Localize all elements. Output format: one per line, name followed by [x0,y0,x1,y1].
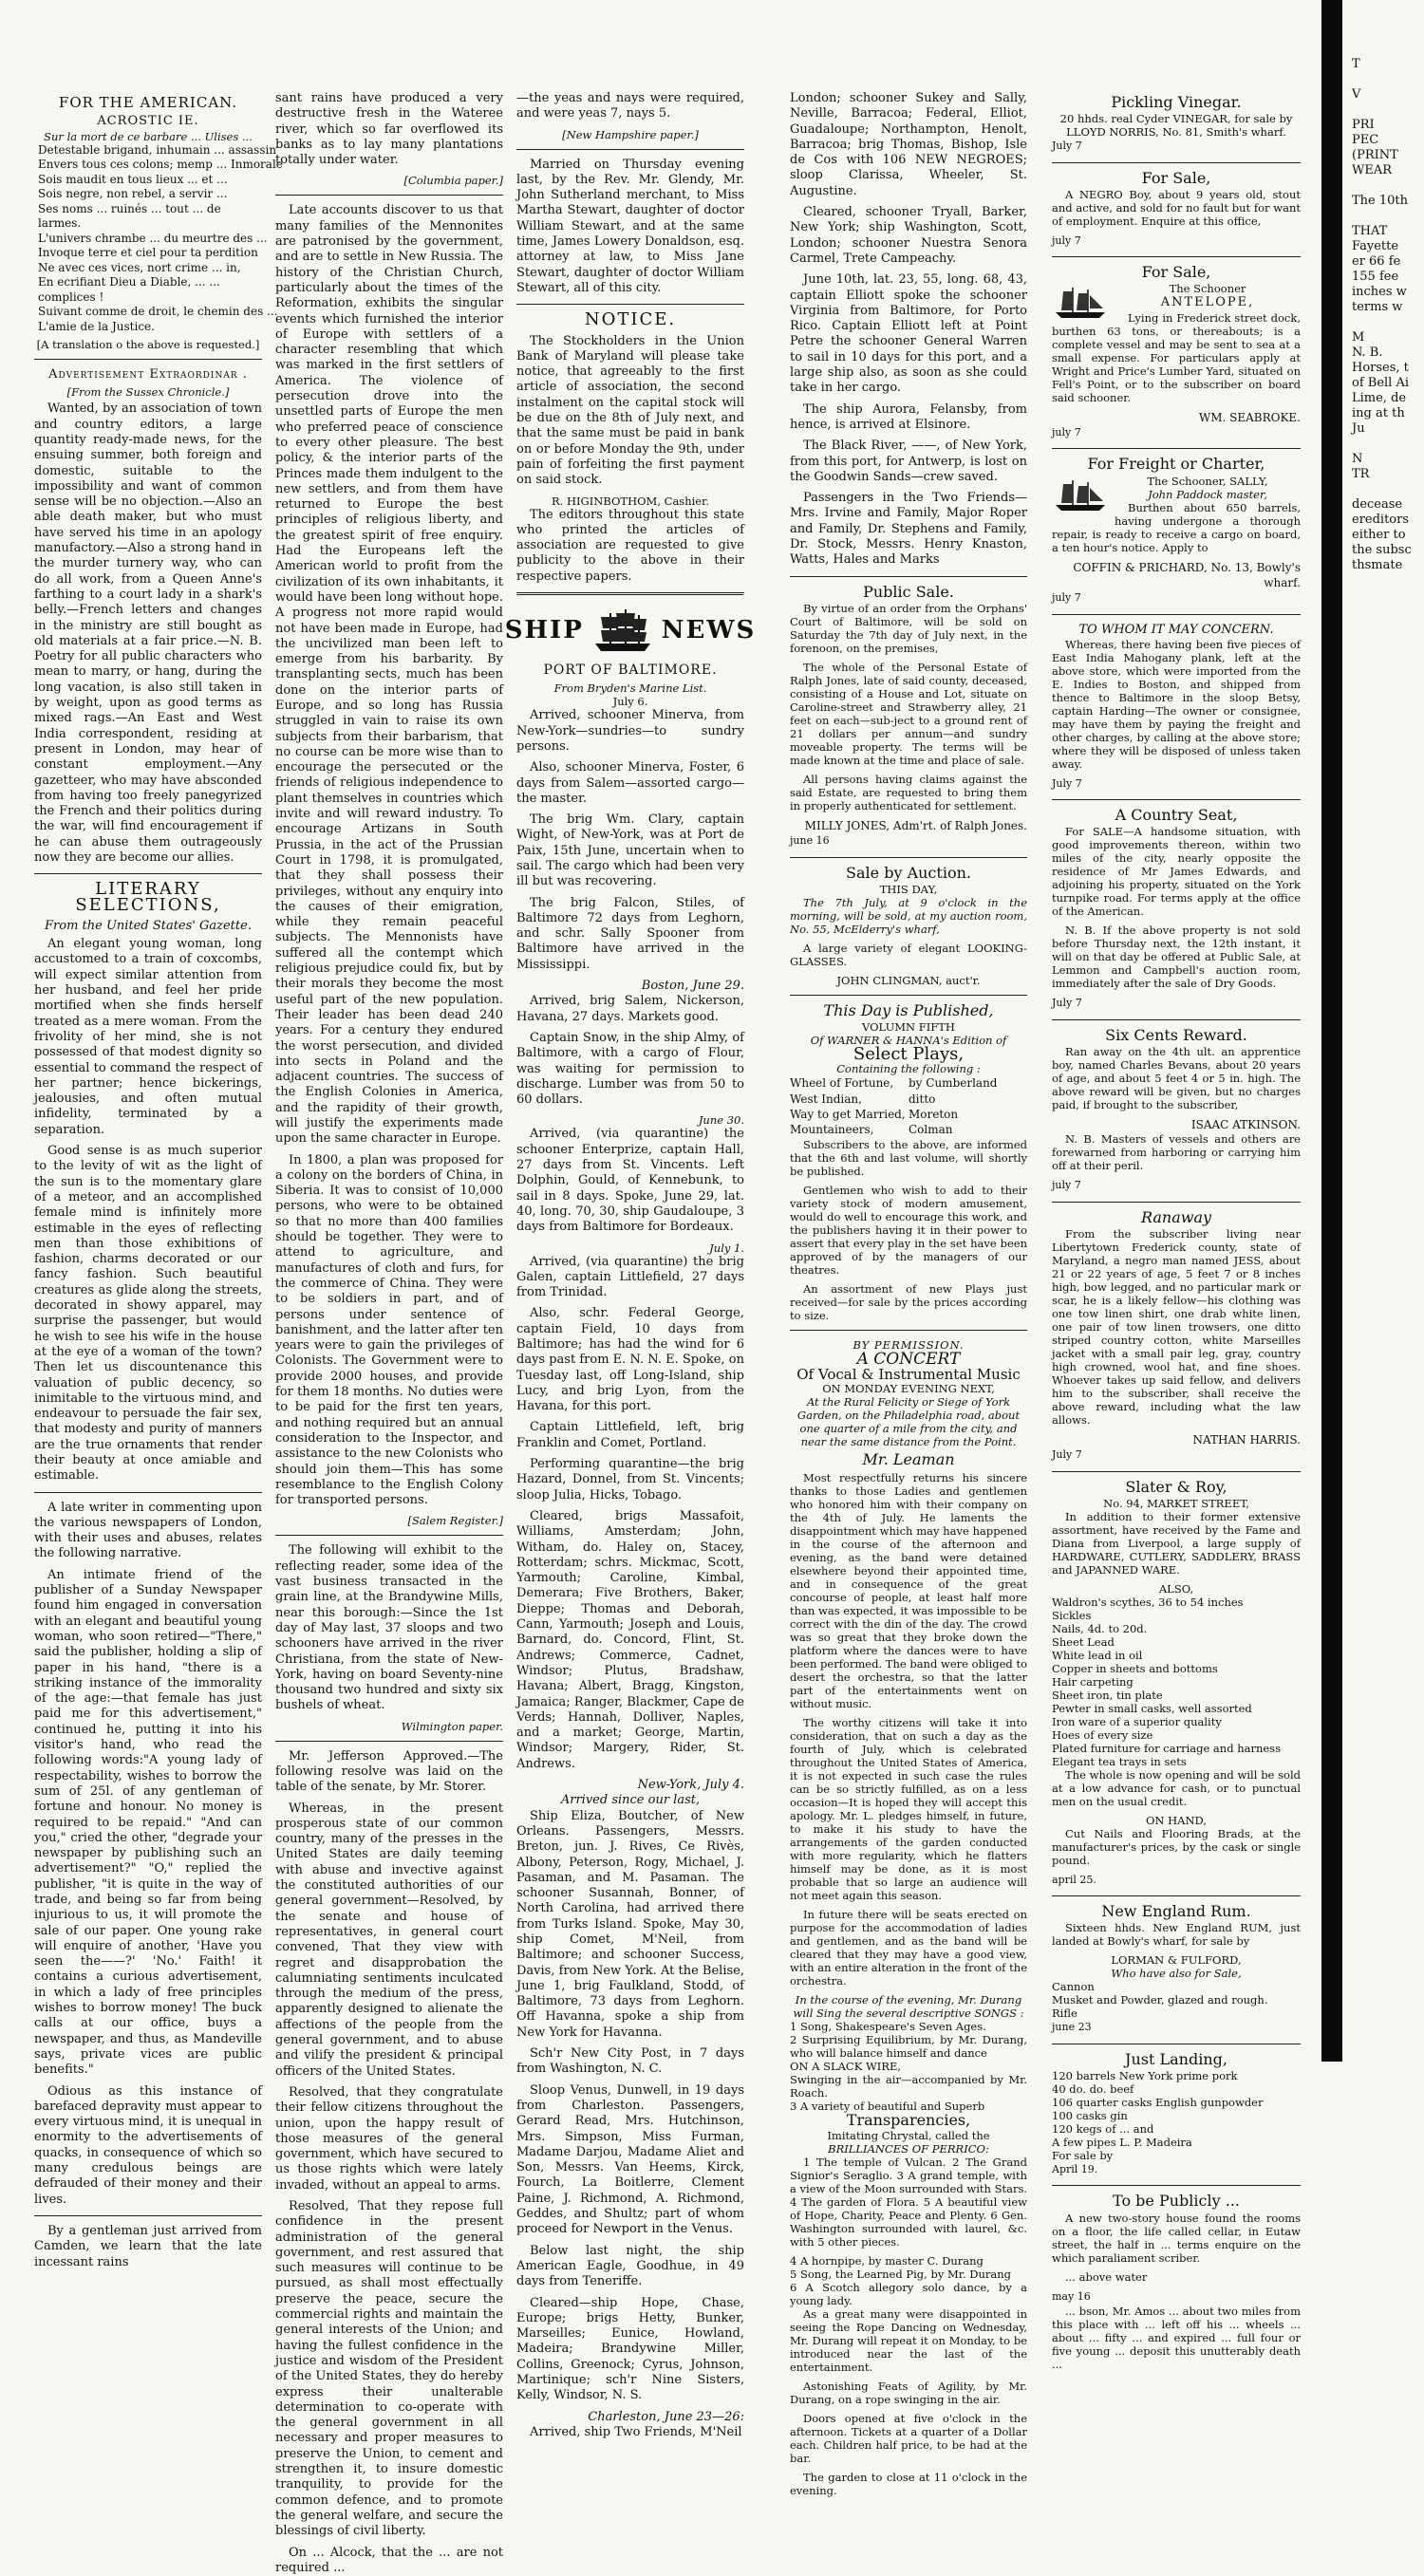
column-2 [272,91,507,2575]
published-note: Subscribers to the above, are informed that the 6th and last volume, will shortly be published. [790,1137,1027,1178]
notice-signature: R. HIGINBOTHOM, Cashier. [552,494,709,508]
landing-items [1052,2069,1301,2162]
schooner-icon [1052,284,1109,322]
news-paragraph: Also, schr. Federal George, captain Field, 10 days from Baltimore; has had the wind for 6 days past from E. N. N. E. Spoke, on Tuesday last, off Long-Island, ship Lucy, and brig Lyon, from the Havana, for this port. [516,1306,744,1414]
fragment-line: PRI [1352,118,1375,132]
acrostic-poem [34,142,283,335]
reward-body: Ran away on the 4th ult. an apprentice boy, named Charles Bevans, about 20 years of age, and about 5 feet 4 or 5 in. high. The above reward will be given, but no charges paid, if brought to the subscriber, [1052,1045,1301,1112]
concert-item: 1 Song, Shakespeare's Seven Ages. [790,2020,986,2034]
play-title: Mountaineers, [790,1123,874,1137]
stock-item: Sheet iron, tin plate [1052,1688,1163,1702]
vinegar-heading: Pickling Vinegar. [1111,93,1242,111]
poem-heading: FOR THE AMERICAN. [58,94,238,111]
transparencies-title: BRILLIANCES OF PERRICO: [828,2141,989,2156]
advert-body: Wanted, by an association of town and country editors, a large quantity ready-made news, for the ensuing summer, both foreign and domestic, suitable to the impossibility and want of common sense will be no objection.—Also an able death maker, but who must have served his time in an apology manufactory.—Also a strong hand in the murder turnery way, who can do all work, from a Queen Anne's farthing to a court lady in a shark's belly.—French letters and changes in the ministry are still bought as old materials at a fair price.—N. B. Poetry for all public characters who mean to marry, or hang, during the long vacation, is also still taken in by weight, upon as good terms as mixed rags.—An East and West India correspondent, residing at present in London, may hear of constant employment.—Any gazetteer, who may have absconded from having too freely panegyrized the French and their politics during the war, will find encouragement if he can abuse them outrageously now they are become our allies. [34,401,262,865]
news-paragraph: Ship Eliza, Boutcher, of New Orleans. Passengers, Messrs. Breton, jun. J. Rives, Ce Rivès, Albony, Peterson, Rogy, Michael, J. Pasaman, and M. Pasaman. The schooner Susannah, Bonner, of North Carolina, had arrived there from Turks Island. Spoke, May 30, ship Comet, M'Neil, from Baltimore; and schooner Success, Davis, from New York. At the Belise, June 1, brig Faulkland, Stodd, of Baltimore, 73 days from Leghorn. Off Havanna, spoke a ship from New York for Havanna. [516,1808,744,2040]
concert-item: 6 A Scotch allegory solo dance, by a young lady. [790,2280,1027,2307]
to-be-body: A new two-story house found the rooms on a floor, the life called cellar, in Eutaw street, the half in ... terms enquire on the which paraliament scriber. [1052,2211,1301,2265]
concert-item: ON A SLACK WIRE, [790,2060,902,2074]
news-paragraph: The brig Falcon, Stiles, of Baltimore 72 days from Leghorn, and schr. Sally Spooner from Baltimore have arrived in the Mississippi. [516,895,744,972]
stock-item: Nails, 4d. to 20d. [1052,1621,1148,1635]
stock-item: A few pipes L. P. Madeira [1052,2136,1192,2150]
port-heading: PORT OF BALTIMORE. [543,663,718,679]
article-paragraph: In 1800, a plan was proposed for a colony on the borders of China, in Siberia. It was to consist of 10,000 persons, who were to be obtained so that no more than 400 families should be together. They were to attend to agriculture, and manufactures of cloth and furs, for the commerce of China. They were to be soldiers in part, and of persons under sentence of banishment, and the latter after ten years were to gain the privileges of Colonists. The Government were to provide 2000 houses, and provide for them 18 months. No duties were to be paid for the first ten years, and nothing required but an annual consideration to the Inspector, and assistance to the new Colonists who should join them—This has some resemblance to the English Colony for transported persons. [275,1152,503,1508]
published-note: Gentlemen who wish to add to their variety stock of modern amusement, would do well to encourage this work, and the publishers having it in their power to assert that every play in the set have been approved of by the managers of our theatres. [790,1183,1027,1277]
ad-date: April 19. [1052,2163,1098,2176]
ad-date: July 7 [1052,776,1082,790]
fragment-line: The 10th [1352,194,1409,208]
auction-day: THIS DAY, [879,882,938,896]
fragment-line [1352,103,1415,118]
fragment-line: terms w [1352,300,1403,314]
last-fragment: ... bson, Mr. Amos ... about two miles from this place with ... left off his ... wheels ... about ... fifty ... and expired ... full four or five young ... deposit this unutterably death ... [1052,2304,1301,2371]
news-paragraph: Sloop Venus, Dunwell, in 19 days from Charleston. Passengers, Gerard Read, Mrs. Hutchinson, Mrs. Simpson, Miss Furman, Madame Darjou, Madame Aliet and Son, Messrs. Van Heems, Kirck, Fourch, La Boitlerre, Clement Paine, J. Richmond, A. Richmond, Geddes, and Shultz; part of whom proceed for Newport in the Venus. [516,2082,744,2237]
published-volume: VOLUMN FIFTH [862,1020,955,1035]
dateline: New-York, July 4. [637,1778,744,1793]
news-paragraph: London; schooner Sukey and Sally, Neville, Barracoa; Federal, Elliot, Guadaloupe; Northampton, Henolt, Barracoa; brig Thomas, Bishop, Isle de Cos with 106 NEW NEGROES; sloop Clarissa, Wheeler, St. Augustine. [790,91,1027,198]
article-paragraph: sant rains have produced a very destructive fresh in the Wateree river, which so far overflowed its banks as to lay many plantations totally under water. [275,91,503,168]
news-paragraph: Arrived, (via quarantine) the schooner Enterprize, captain Hall, 27 days from St. Vincents. Left Dolphin, Gould, of Kennebunk, to sail in 8 days. Spoke, June 29, lat. 40, long. 70, 30, ship Gaudaloupe, 3 days from Baltimore for Bordeaux. [516,1127,744,1235]
article-paragraph: Resolved, That they repose full confidence in the present administration of the general government, and rest assured that such measures will continue to be pursued, as shall most effectually preserve the peace, secure the commercial rights and maintain the general interests of the Union; and having the fullest confidence in the justice and wisdom of the President of the United States, they do hereby express their unalterable determination to co-operate with the general government in all necessary and proper measures to preserve the Union, to cement and strengthen it, to insure domestic tranquility, to provide for the common defence, and to promote the general welfare, and secure the blessings of civil liberty. [275,2199,503,2539]
fragment-line: N [1352,452,1363,466]
stock-item: Copper in sheets and bottoms [1052,1661,1218,1675]
literary-paragraph: Odious as this instance of barefaced depravity must appear to every virtuous mind, it is unequal in enormity to the advertisements of quacks, in consequence of which so many credulous beings are defrauded of their money and their lives. [34,2083,262,2207]
slater-roy-note: The whole is now opening and will be sold at a low advance for cash, or to punctual men on the usual credit. [1052,1767,1301,1808]
article-source: [New Hampshire paper.] [562,127,699,141]
ad-date: July 7 [1052,997,1082,1010]
fragment-line: of Bell Ai [1352,376,1410,390]
play-author: Moreton [909,1107,959,1121]
fragment-line: ing at th [1352,406,1405,420]
concert-subheading: Of Vocal & Instrumental Music [796,1365,1021,1383]
translation-note: [A translation o the above is requested.] [36,338,260,352]
poem-line: Sois negre, non rebel, a servir ... [38,187,228,201]
country-seat-body: N. B. If the above property is not sold before Thursday next, the 12th instant, it will on that day be offered at Public Sale, at Lemmon and Campbell's auction room, immediately after the sale of Dry Goods. [1052,924,1301,991]
fragment-line: Lime, de [1352,391,1407,405]
dateline: Charleston, June 23—26: [588,2409,744,2424]
rum-signature: LORMAN & FULFORD, [1111,1953,1242,1968]
rum-items [1052,1980,1301,2020]
concert-item: 3 A variety of beautiful and Superb [790,2100,985,2114]
vessel-type: The Schooner [1169,282,1246,296]
arrivals-heading: Arrived since our last, [560,1793,701,1808]
poem-line: Suivant comme de droit, le chemin des ... [38,305,278,319]
literary-paragraph: An intimate friend of the publisher of a Sunday Newspaper found him engaged in conversation with an elegant and beautiful young woman, who soon retired—"There," said the publisher, holding a slip of paper in his hand, "there is a striking instance of the immorality of the age:—that female has just paid me for this advertisement," continued he, putting it into his visitor's hand, who read the following words:"A young lady of respectability, wishes to borrow the sum of 25l. of any gentleman of fortune and honour. No money is required to be repaid." "And can you," cried the other, "degrade your newspaper by publishing such an advertisement?" "O," replied the publisher, "it is quite in the way of trade, and being so far from being injurious to us, it will promote the sale of our paper. One young rake will enquire of another, 'Have you seen the——?' 'No.' Faith! it contains a curious advertisement, in which a lady of free principles wishes to borrow money! The buck calls at our office, buys a newspaper, and thus, as Mandeville says, private vices are public benefits." [34,1567,262,2078]
fragment-line: V [1352,87,1361,102]
freight-body: Burthen about 650 barrels, having undergone a thorough repair, is ready to receive a cargo on board, a ten hour's notice. Apply to [1052,500,1301,554]
news-paragraph: Arrived, ship Two Friends, M'Neil [530,2424,742,2439]
ship-news-banner [504,604,757,657]
marriage-notice: Married on Thursday evening last, by the Rev. Mr. Glendy, Mr. John Sutherland merchant, to Miss Martha Stewart, daughter of doctor William Stewart, and at the same time, James Lowery Donaldson, esq. attorney at law, to Miss Jane Stewart, daughter of doctor William Stewart, all of this city. [516,157,744,295]
rum-body: Sixteen hhds. New England RUM, just landed at Bowly's wharf, for sale by [1052,1921,1301,1949]
news-paragraph: Arrived, (via quarantine) the brig Galen, captain Littlefield, 27 days from Trinidad. [516,1254,744,1300]
slater-roy-heading: Slater & Roy, [1125,1477,1227,1496]
transparencies-heading: Transparencies, [846,2111,971,2130]
article-paragraph: —the yeas and nays were required, and were yeas 7, nays 5. [516,91,744,121]
column-5 [1048,91,1304,2371]
for-sale-body: A NEGRO Boy, about 9 years old, stout and active, and sold for no fault but for want of employment. Enquire at this office, [1052,187,1301,228]
ad-date: July 7 [1052,1448,1082,1462]
poem-line: Ne avec ces vices, nort crime ... in, [38,260,241,274]
auction-item: A large variety of elegant LOOKING-GLASSES. [790,941,1027,968]
concert-body: The worthy citizens will take it into consideration, that on such a day as the fourth of July, which is celebrated throughout the United States of America, it is not expected in such case the rules can be so strictly fulfilled, as on a less occasion—It is hoped they will accept this apology. Mr. L. pledges himself, in future, to make it his study to have the arrangements of the garden conducted with more regularity, which he flatters himself may be done, as it is most probable that so large an audience will not meet again this season. [790,1716,1027,1903]
news-paragraph: Cleared, schooner Tryall, Barker, New York; ship Washington, Scott, London; schooner Nuestra Senora Carmel, Trete Campeachy. [790,205,1027,266]
article-source: Wilmington paper. [401,1719,503,1733]
fragment-line: thsmate [1352,558,1403,572]
stock-item: For sale by [1052,2149,1114,2163]
performer-name: Mr. Leaman [862,1450,955,1469]
poem-line: L'univers chrambe ... du meurtre des ... [38,231,268,245]
notice-postscript: The editors throughout this state who printed the articles of association are requested to give publicity to the above in their respective papers. [516,507,744,584]
concert-end: Doors opened at five o'clock in the afternoon. Tickets at a quarter of a Dollar each. Children half price, to be had at the bar. [790,2411,1027,2465]
concert-item: 4 A hornpipe, by master C. Durang [790,2253,984,2268]
fragment-line [1352,209,1415,224]
fragment-line: M [1352,330,1365,345]
freight-heading: For Freight or Charter, [1087,455,1265,474]
fragment-line: (PRINT [1352,148,1398,162]
article-paragraph: Late accounts discover to us that many families of the Mennonites are patronised by the government, and are to settle in New Russia. The history of the Christian Church, particularly about the times of the Reformation, exhibits the singular events which furnished the interior of Europe with settlers of a character resembling that which was marked in the first settlers of America. The violence of persecution drove into the unsettled parts of Europe the men who preferred peace of conscience to every other pleasure. The best policy, & the interior parts of the Princes made them indulgent to the new settlers, and from them have returned to Europe the best principles of religious liberty, and the greatest spirit of free enquiry. Had the Europeans left the American world to profit from the civilization of its own inhabitants, it would have been long without hope. A progress not more rapid would not have been made in Europe, had the uncivilized man been left to emerge from his barbarity. By transplanting sects, much has been done on the interior parts of Europe, and so long has Russia struggled in vain to raise its own subjects from their barbarism, that no course can be more wise than to encourage the persecuted or the friends of religious independence to plant themselves in countries which invite and will reward industry. To encourage Artizans in South Prussia, in the act of the Prussian Court in 1798, it is promulgated, that they shall possess their privileges, without any enquiry into the causes of their emigration, while they remain peaceful subjects. The Mennonists have suffered all the contempt which religious prejudice could fix, but by their morals they become the most useful part of the new population. Their leader has been dead 240 years. For a century they endured the worst persecution, and divided into sects in Poland and the adjacent countries. The success of the English Colonies in America, and the rapidity of their growth, will justify the experiments made upon the same character in Europe. [275,203,503,1147]
ad-signature: COFFIN & PRICHARD, No. 13, Bowly's wharf. [1073,560,1301,589]
runaway-heading: Ranaway [1140,1207,1212,1226]
acrostic-title: ACROSTIC IE. [97,114,199,129]
dateline: Boston, June 29. [641,979,744,994]
stock-item: 106 quarter casks English gunpowder [1052,2096,1264,2110]
reward-note: N. B. Masters of vessels and others are forewarned from harboring or carrying him off at their peril. [1052,1132,1301,1173]
news-paragraph: June 10th, lat. 23, 55, long. 68, 43, captain Elliott spoke the schooner Virginia from Baltimore, for Porto Rico. Captain Elliott left at Point Petre the schooner General Warren to sail in 10 days for this port, and a large ship also, as soon as she could take in her cargo. [790,272,1027,396]
news-word: NEWS [661,615,757,644]
play-title: West Indian, [790,1092,862,1106]
news-paragraph: Below last night, the ship American Eagle, Goodhue, in 49 days from Teneriffe. [516,2243,744,2289]
rum-heading: New England Rum. [1101,1902,1251,1921]
public-sale-heading: Public Sale. [863,582,954,601]
column-4 [786,91,1031,2497]
poem-line: Envers tous ces colons; memp ... Inmorale [38,158,283,172]
country-seat-heading: A Country Seat, [1115,806,1238,825]
fragment-line: 155 fee [1352,270,1399,284]
slater-roy-also: ALSO, [1158,1581,1194,1596]
concert-items [790,2020,1027,2113]
fragment-line: WEAR [1352,163,1393,177]
stock-item: 120 kegs of ... and [1052,2122,1154,2137]
news-paragraph: Captain Snow, in the ship Almy, of Baltimore, with a cargo of Flour, was waiting for permission to discharge. Lumber was from 50 to 60 dollars. [516,1030,744,1108]
port-date: July 6. [612,695,648,709]
literary-paragraph: By a gentleman just arrived from Camden, we learn that the late incessant rains [34,2223,262,2269]
column-6-fragment [1352,57,1415,573]
news-paragraph: The Black River, ——, of New York, from this port, for Antwerp, is lost on the Goodwin Sands—crew saved. [790,439,1027,484]
transparencies-items [790,2254,1027,2307]
sale-body: By virtue of an order from the Orphans' Court of Baltimore, will be sold on Saturday the 7th day of July next, in the forenoon, on the premises, [790,601,1027,655]
sale-date: june 16 [790,834,830,848]
stock-item: 40 do. do. beef [1052,2082,1134,2097]
sale-body: All persons having claims against the said Estate, are requested to bring them in properly authenticated for settlement. [790,772,1027,812]
ad-date: july 7 [1052,426,1081,439]
concert-heading: A CONCERT [856,1349,961,1369]
news-paragraph: The brig Wm. Clary, captain Wight, of New-York, was at Port de Paix, 15th June, uncertain when to sail. The cargo which had been very ill but was recovering. [516,812,744,889]
fragment-line: THAT [1352,224,1388,238]
runaway-body: From the subscriber living near Libertytown Frederick county, state of Maryland, a negro man named JESS, about 21 or 22 years of age, 5 feet 7 or 8 inches high, bow legged, and no particular mark or scar, he is a likely fellow—his clothing was one tow linen shirt, one drab white linen, one pair of tow linen trowsers, one ditto striped country cotton, white Marseilles jacket with a small pair leg, gray, country high crowned, wool hat, and fine shoes. Whoever takes up said fellow, and delivers him to the subscriber, shall receive the above reward, including what the law allows. [1052,1226,1301,1427]
article-paragraph: On ... Alcock, that the ... are not required ... [275,2545,503,2575]
fragment-line: Ju [1352,421,1365,436]
fragment-line: Horses, t [1352,361,1409,375]
ad-date: april 25. [1052,1873,1096,1886]
stock-item: Plated furniture for carriage and harness [1052,1741,1281,1755]
play-title: Wheel of Fortune, [790,1076,894,1091]
article-source: [Columbia paper.] [403,174,503,188]
poem-line: Sois maudit en tous lieux ... et ... [38,172,228,186]
to-be-heading: To be Publicly ... [1113,2192,1240,2211]
news-paragraph: Captain Littlefield, left, brig Franklin and Comet, Portland. [516,1420,744,1450]
fragment-line: the subsc [1352,543,1412,557]
published-edition: Of WARNER & HANNA's Edition of [810,1034,1007,1048]
news-paragraph: Performing quarantine—the brig Hazard, Donnel, from St. Vincents; sloop Julia, Hicks, Tobago. [516,1457,744,1503]
concern-body: Whereas, there having been five pieces of East India Mahogany plank, left at the above store, which were imported from the E. Indies to Boston, and shipped from thence to Baltimore in the sloop Betsy, captain Harding—The owner or consignee, may have them by paying the freight and other charges, by calling at the above store; where they will be disposed of unless taken away. [1052,637,1301,771]
fragment-line: TR [1352,467,1370,481]
dateline: June 30. [698,1113,744,1128]
vessel-name: ANTELOPE, [1160,295,1255,310]
stock-item: Sheet Lead [1052,1634,1115,1649]
article-paragraph: The following will exhibit to the reflecting reader, some idea of the vast business transacted in the grain line, at the Brandywine Mills, near this borough:—Since the 1st day of May last, 37 sloops and two schooners have arrived in the river Christiana, from the state of New-York, having on board Seventy-nine thousand two hundred and sixty six bushels of wheat. [275,1543,503,1713]
stock-item: 100 casks gin [1052,2109,1128,2123]
ad-date: July 7 [1052,140,1082,153]
fragment-line [1352,482,1415,497]
play-title: Way to get Married, [790,1107,906,1121]
stock-item: Elegant tea trays in sets [1052,1754,1187,1768]
stock-item: Musket and Powder, glazed and rough. [1052,1993,1268,2007]
concert-date: ON MONDAY EVENING NEXT, [822,1382,995,1396]
literary-heading: LITERARY SELECTIONS, [75,879,221,915]
play-author: Colman [909,1123,953,1137]
poem-line: En ecrifiant Dieu a Diable, ... ... [38,275,220,289]
fragment-line [1352,72,1415,87]
schooner-icon [1052,476,1109,514]
ship-icon [590,606,656,655]
play-author: by Cumberland [909,1076,998,1091]
fragment-line: ereditors [1352,513,1410,527]
concert-items-heading: In the course of the evening, Mr. Durang will Sing the several descriptive SONGS : [793,1993,1024,2021]
ad-signature: WM. SEABROKE. [1198,410,1301,424]
published-note: An assortment of new Plays just received—for sale by the prices according to size. [790,1281,1027,1322]
fragment-line [1352,315,1415,330]
notice-body: The Stockholders in the Union Bank of Maryland will please take notice, that agreeably to the first article of association, the second instalment on the capital stock will be due on the 8th of July next, and that the same must be paid in bank on or before Monday the 9th, under pain of forfeiting the first payment on said stock. [516,333,744,488]
for-sale-heading: For Sale, [1141,168,1211,187]
news-paragraph: Cleared, brigs Massafoit, Williams, Amsterdam; John, Witham, do. Haley on, Stacey, Rotterdam; schrs. Mickmac, Scott, Yarmouth; Caroline, Kimbal, Demerara; Five Brothers, Baker, Dieppe; Thomas and Deborah, Cann, Yarmouth; Joseph and Louis, Barnard, do. Concord, Flint, St. Andrews; Commerce, Cadnet, Windsor; Plutus, Bradshaw, Havana; Albert, Bragg, Kingston, Jamaica; Ranger, Blackmer, Cape de Verds; Hannah, Dolliver, Naples, and a market; George, Martin, Windsor; Margery, Rider, St. Andrews. [516,1508,744,1771]
transparencies-sub: Imitating Chrystal, called the [827,2128,990,2142]
article-source: [Salem Register.] [407,1514,503,1528]
ad-date: july 7 [1052,1179,1081,1192]
port-source: From Bryden's Marine List. [553,681,707,696]
published-contains: Containing the following : [836,1062,981,1076]
reward-heading: Six Cents Reward. [1105,1025,1247,1044]
stock-item: White lead in oil [1052,1648,1143,1662]
poem-line: complices ! [38,289,104,304]
acrostic-subtitle: Sur la mort de ce barbare ... Ulises ... [44,129,253,143]
news-paragraph: Arrived, brig Salem, Nickerson, Havana, 27 days. Markets good. [516,994,744,1024]
news-paragraph: Cleared—ship Hope, Chase, Europe; brigs Hetty, Bunker, Marseilles; Eunice, Howland, Madeira; Brandywine Miller, Collins, Greenock; Cyrus, Johnson, Martinique; sch'r Nine Sisters, Kelly, Windsor, N. S. [516,2295,744,2403]
ad-date: may 16 [1052,2289,1091,2303]
auction-signature: JOHN CLINGMAN, auct'r. [836,973,981,987]
ad-date: june 23 [1052,2021,1092,2034]
fragment-line: inches w [1352,285,1407,299]
for-sale-heading: For Sale, [1141,263,1211,282]
auction-body: The 7th July, at 9 o'clock in the morning, will be sold, at my auction room, No. 55, McElderry's wharf, [790,895,1027,936]
column-3 [504,91,757,2439]
boston-news-list [516,994,744,1108]
news-paragraph: Also, schooner Minerva, Foster, 6 days from Salem—assorted cargo—the master. [516,760,744,806]
literary-source: From the United States' Gazette. [45,918,252,933]
fragment-line: T [1352,57,1360,71]
fragment-line: either to [1352,528,1406,542]
slater-roy-hand-body: Cut Nails and Flooring Brads, at the manufacturer's prices, by the cask or single pound. [1052,1826,1301,1867]
vessel-master: John Paddock master, [1148,487,1267,501]
stock-item: Sickles [1052,1608,1092,1622]
landing-heading: Just Landing, [1125,2049,1227,2068]
play-author: ditto [909,1092,936,1106]
ad-date: july 7 [1052,591,1081,605]
ad-date: july 7 [1052,233,1081,247]
stock-item: Cannon [1052,1980,1095,1994]
country-seat-body: For SALE—A handsome situation, with good improvements thereon, within two miles of the city, nearly opposite the residence of Mr James Edwards, and adjoining his property, situated on the York turnpike road. For terms apply at the office of the American. [1052,825,1301,919]
news-paragraph: Arrived, schooner Minerva, from New-York—sundries—to sundry persons. [516,708,744,754]
stock-item: Iron ware of a superior quality [1052,1714,1222,1728]
slater-roy-items [1052,1596,1301,1768]
fragment-line: Fayette [1352,239,1399,253]
news-paragraph: Sch'r New City Post, in 7 days from Washington, N. C. [516,2046,744,2077]
fragment-line [1352,437,1415,452]
to-be-body: ... above water [1065,2269,1148,2284]
stock-item: Hair carpeting [1052,1674,1134,1689]
notice-heading: NOTICE. [584,309,677,330]
for-sale-body: Lying in Frederick street dock, burthen 63 tons, or thereabouts; is a complete vessel and may be sent to sea at a small expense. For particulars apply at Wright and Price's Lumber Yard, situated on Fell's Point, or to the subscriber on board said schooner. [1052,310,1301,404]
play-row [790,1122,1027,1137]
ship-word: SHIP [504,615,584,644]
literary-paragraph: A late writer in commenting upon the various newspapers of London, with their uses and abuses, relates the following narrative. [34,1500,262,1561]
concern-heading: TO WHOM IT MAY CONCERN. [1078,622,1274,637]
concert-body: In future there will be seats erected on purpose for the accommodation of ladies and gentlemen, and as the band will be cleared that they may have a good view, with an entire alteration in the front of the orchestra. [790,1908,1027,1988]
poem-line: Detestable brigand, inhumain ... assassin [38,142,277,157]
vinegar-body: 20 hhds. real Cyder VINEGAR, for sale by LLOYD NORRIS, No. 81, Smith's wharf. [1059,112,1293,140]
literary-paragraph: Good sense is as much superior to the levity of wit as the light of the sun is to the momentary glare of a meteor, and an accomplished female mind is infinitely more estimable in the eyes of reflecting men than those exhibitions of fashion, charms decorated or our fancy fashion. Such beautiful creatures as glide along the streets, decorated in showy apparel, may surprise the passenger, but would he wish to see his wife in the house at the eye of a woman of the town? Then let us discountenance this valuation of public decency, so inimitable to the virtuous mind, and endeavour to persuade the fair sex, that modesty and purity of manners are the true ornaments that render their beauty at once amiable and estimable. [34,1144,262,1484]
ad-signature: NATHAN HARRIS. [1192,1432,1301,1447]
column-1 [30,91,283,2269]
transparencies-body: 1 The temple of Vulcan. 2 The Grand Signior's Seraglio. 3 A grand temple, with a view of the Moon surrounded with Stars. 4 The garden of Flora. 5 A beautiful view of Hope, Charity, Peace and Plenty. 6 Gen. Washington surrounded with laurel, &c. with 5 other pieces. [790,2155,1027,2249]
rum-also: Who have also for Sale, [1111,1967,1242,1981]
concert-end: Astonishing Feats of Agility, by Mr. Durang, on a rope swinging in the air. [790,2379,1027,2406]
play-row [790,1092,1027,1107]
fragment-line: er 66 fe [1352,254,1401,269]
concert-item: 5 Song, the Learned Pig, by Mr. Durang [790,2267,1012,2281]
poem-line: L'amie de la Justice. [38,319,155,333]
permission-line: BY PERMISSION. [853,1337,965,1352]
play-row [790,1075,1027,1091]
concert-end: As a great many were disappointed in seeing the Rope Dancing on Wednesday, Mr. Durang will repeat it on Monday, to be introduced near the last of the entertainment. [790,2306,1027,2374]
sale-body: The whole of the Personal Estate of Ralph Jones, late of said county, deceased, consisting of a House and Lot, situate on Caroline-street and Strawberry alley, 21 feet on each—sub-ject to a ground rent of 21 dollars per annum—and sundry moveable property. The terms will be made known at the time and place of sale. [790,660,1027,767]
fragment-line [1352,178,1415,194]
literary-paragraph: An elegant young woman, long accustomed to a train of coxcombs, will expect similar attention from her husband, and feel her pride mortified when she finds herself treated as a mere woman. From the frivolity of her mind, she is not possessed of that modest dignity so essential to command the respect of her partner; hence bickerings, jealousies, and often mutual infidelity, terminated by a separation. [34,937,262,1137]
slater-roy-address: No. 94, MARKET STREET, [1103,1496,1249,1510]
article-paragraph: Resolved, that they congratulate their fellow citizens throughout the union, upon the happy result of those measures of the general government, which have secured to us those rights which were lately invaded, without an appeal to arms. [275,2084,503,2193]
stock-item: 120 barrels New York prime pork [1052,2069,1238,2083]
stock-item: Rifle [1052,2007,1077,2021]
poem-line: Ses noms ... ruinés ... tout ... de [38,201,221,215]
concert-place: At the Rural Felicity or Siege of York Garden, on the Philadelphia road, about one quarter of a mile from the city, and near the same distance from the Point. [796,1395,1021,1449]
stock-item: Waldron's scythes, 36 to 54 inches [1052,1595,1244,1609]
dateline: July 1. [709,1241,744,1255]
published-title: Select Plays, [853,1044,965,1065]
concert-item: Swinging in the air—accompanied by Mr. Roach. [790,2073,1027,2100]
stock-item: Pewter in small casks, well assorted [1052,1701,1252,1715]
article-paragraph: Mr. Jefferson Approved.—The following resolve was laid on the table of the senate, by Mr. Storer. [275,1748,503,1795]
article-paragraph: Whereas, in the present prosperous state of our common country, many of the presses in the United States are daily teeming with abuse and invective against the constituted authorities of our general government—Resolved, by the senate and house of representatives, in general court convened, That they view with regret and disapprobation the calumniating sentiments inculcated through the medium of the press, apparently designed to alienate the affections of the people from the general government, and to abuse and vilify the president & principal officers of the United States. [275,1801,503,2079]
auction-heading: Sale by Auction. [846,863,971,882]
stock-item: Hoes of every size [1052,1727,1153,1742]
sale-signature: MILLY JONES, Adm'rt. of Ralph Jones. [804,818,1027,832]
advert-source: [From the Sussex Chronicle.] [66,385,230,400]
slater-roy-body: In addition to their former extensive assortment, have received by the Fame and Diana from Liverpool, a large supply of HARDWARE, CUTLERY, SADDLERY, BRASS and JAPANNED WARE. [1052,1509,1301,1577]
poem-line: larmes. [38,216,82,231]
plays-list [790,1075,1027,1137]
vessel-name: The Schooner, SALLY, [1147,474,1268,488]
slater-roy-hand: ON HAND, [1145,1813,1207,1827]
fragment-line: N. B. [1352,345,1383,360]
published-heading: This Day is Published, [823,1000,994,1019]
play-row [790,1107,1027,1122]
poem-line: Invoque terre et ciel pour ta perdition [38,246,258,260]
advert-heading: Advertisement Extraordinar . [48,367,248,383]
ship-news-list [516,708,744,973]
scan-border [1321,0,1342,2062]
concert-item: 2 Surprising Equilibrium, by Mr. Durang, who will balance himself and dance [790,2033,1027,2061]
news-paragraph: Passengers in the Two Friends—Mrs. Irvine and Family, Major Roper and Family, Dr. Stephens and Family, Dr. Stock, Messrs. Henry Knaston, Watts, Hales and Marks [790,491,1027,568]
fragment-line: PEC [1352,133,1379,147]
concert-end: The garden to close at 11 o'clock in the evening. [790,2470,1027,2497]
fragment-line: decease [1352,497,1403,512]
ad-signature: ISAAC ATKINSON. [1190,1118,1301,1132]
concert-body: Most respectfully returns his sincere thanks to those Ladies and gentlemen who honored him with their company on the 4th of July. He laments the disappointment which may have happened in the course of the afternoon and evening, as the band were detained elsewhere beyond their appointed time, and in consequence of the great concourse of people, at least half more than was expected, it was impossible to be correct with the din of the day. The crowd was so great that they broke down the platform where the dances were to have been performed. The band were obliged to desert the orchestra, so that the latter part of the entertainments went on without music. [790,1471,1027,1711]
news-paragraph: The ship Aurora, Felansby, from hence, is arrived at Elsinore. [790,401,1027,432]
